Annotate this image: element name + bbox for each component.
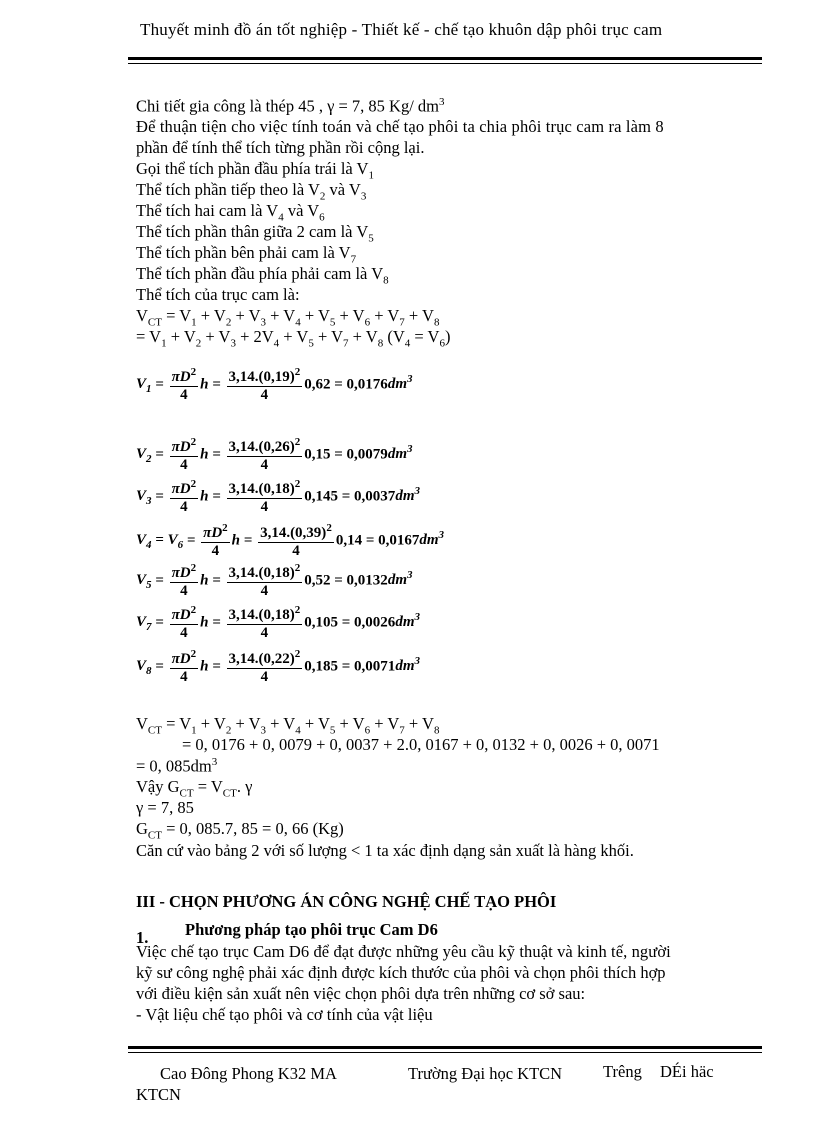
- intro-line-7: Thể tích phần thân giữa 2 cam là $V_5$: [136, 222, 374, 245]
- fraction-pi-d2-over-4: $\frac{\pi D^2}{4}$: [171, 366, 197, 403]
- volume-equation: $V_2$ = $\frac{\pi D^2}{4}$ h = $\frac{3,14.(0,26)^2}{4}$ $0,15 = 0,0079dm^3$: [136, 436, 413, 473]
- header-rule-thin: [128, 63, 762, 64]
- fraction-numeric: $\frac{3,14.(0,39)^2}{4}$: [260, 522, 332, 559]
- material-line: Chi tiết gia công là thép 45 , γ = 7, 85 Kg/ $dm^3$: [136, 96, 445, 116]
- intro-line-8: Thể tích phần bên phải cam là $V_7$: [136, 243, 357, 266]
- fraction-pi-d2-over-4: $\frac{\pi D^2}{4}$: [171, 604, 197, 641]
- sum1-line-1: $V_{CT} = V_1 + V_2 + V_3 + V_4 + V_5 + V_6 + V_7 + V_8$: [136, 306, 440, 329]
- fraction-numeric: $\frac{3,14.(0,18)^2}{4}$: [228, 604, 301, 641]
- footer-rule-thin: [128, 1052, 762, 1053]
- footer-page-b: DÉi häc: [660, 1062, 714, 1081]
- equation-unit: $dm^3$: [387, 569, 413, 589]
- equation-height: 0,62 = 0,0176: [304, 376, 388, 393]
- sum2-line-4: Vậy $G_{CT} = V_{CT}$. γ: [136, 777, 253, 800]
- equation-height: 0,14 = 0,0167: [335, 532, 420, 549]
- footer-school: Trường Đại học KTCN: [408, 1064, 563, 1083]
- equation-unit: $dm^3$: [395, 655, 420, 675]
- equation-lhs: $V_7$: [136, 614, 152, 634]
- sum2-line-5: γ = 7, 85: [136, 798, 194, 817]
- intro-line-6: Thể tích hai cam là $V_4$ và $V_6$: [136, 201, 325, 224]
- fraction-pi-d2-over-4: $\frac{\pi D^2}{4}$: [171, 478, 197, 515]
- para-line-2: kỹ sư công nghệ phải xác định được kích thước của phôi và chọn phôi thích hợp: [136, 963, 666, 982]
- equation-lhs: $V_2$: [136, 446, 152, 466]
- volume-equation: $V_1$ = $\frac{\pi D^2}{4}$ h = $\frac{3,14.(0,19)^2}{4}$ $0,62 = 0,0176dm^3$: [136, 366, 413, 403]
- sum1-line-2: = $V_1 + V_2 + V_3 + 2V_4 + V_5 + V_7 + V_8$ $(V_4 = V_6)$: [136, 327, 451, 350]
- fraction-numeric: $\frac{3,14.(0,26)^2}{4}$: [228, 436, 301, 473]
- header-rule: [128, 57, 762, 60]
- fraction-pi-d2-over-4: $\frac{\pi D^2}{4}$: [171, 648, 197, 685]
- sum2-line-7: Căn cứ vào bảng 2 với số lượng < 1 ta xác định dạng sản xuất là hàng khối.: [136, 841, 634, 860]
- volume-equation: $V_5$ = $\frac{\pi D^2}{4}$ h = $\frac{3,14.(0,18)^2}{4}$ $0,52 = 0,0132dm^3$: [136, 562, 413, 599]
- sum2-line-3: = 0, $085dm^3$: [136, 756, 218, 776]
- intro-line-9: Thể tích phần đầu phía phải cam là $V_8$: [136, 264, 389, 287]
- equation-unit: $dm^3$: [387, 373, 413, 393]
- intro-line-2: Để thuận tiện cho việc tính toán và chế tạo phôi ta chia phôi trục cam ra làm 8: [136, 117, 664, 136]
- para-line-4: - Vật liệu chế tạo phôi và cơ tính của vật liệu: [136, 1005, 433, 1024]
- intro-line-4: Gọi thể tích phần đầu phía trái là $V_1$: [136, 159, 374, 182]
- subsection-title: Phương pháp tạo phôi trục Cam D6: [185, 920, 438, 939]
- fraction-numeric: $\frac{3,14.(0,19)^2}{4}$: [228, 366, 301, 403]
- section-title: III - CHỌN PHƯƠNG ÁN CÔNG NGHỆ CHẾ TẠO PHÔI: [136, 892, 557, 911]
- equation-height: 0,15 = 0,0079: [304, 446, 388, 463]
- sum2-line-1: $V_{CT} = V_1 + V_2 + V_3 + V_4 + V_5 + V_6 + V_7 + V_8$: [136, 714, 440, 737]
- equation-height: 0,105 = 0,0026: [304, 614, 396, 631]
- sum2-line-2: = 0, 0176 + 0, 0079 + 0, 0037 + 2.0, 0167 + 0, 0132 + 0, 0026 + 0, 0071: [182, 735, 660, 754]
- page-header: Thuyết minh đồ án tốt nghiệp - Thiết kế - chế tạo khuôn dập phôi trục cam: [140, 20, 663, 39]
- equation-lhs: $V_3$: [136, 488, 152, 508]
- equation-lhs: $V_5$: [136, 572, 152, 592]
- equation-height: 0,145 = 0,0037: [304, 488, 396, 505]
- fraction-numeric: $\frac{3,14.(0,18)^2}{4}$: [228, 478, 301, 515]
- equation-height: 0,185 = 0,0071: [304, 658, 396, 675]
- equation-lhs: $V_4 = V_6$: [136, 532, 184, 552]
- para-line-3: với điều kiện sản xuất nên việc chọn phôi dựa trên những cơ sở sau:: [136, 984, 586, 1003]
- intro-line-10: Thể tích của trục cam là:: [136, 285, 300, 304]
- equation-unit: $dm^3$: [395, 485, 420, 505]
- equation-height: 0,52 = 0,0132: [304, 572, 388, 589]
- footer-rule: [128, 1046, 762, 1049]
- equation-unit: $dm^3$: [395, 611, 420, 631]
- equation-lhs: $V_1$: [136, 376, 152, 396]
- footer-author: Cao Đông Phong K32 MA: [160, 1064, 337, 1083]
- fraction-pi-d2-over-4: $\frac{\pi D^2}{4}$: [171, 436, 197, 473]
- equation-lhs: $V_8$: [136, 658, 152, 678]
- subsection-number: 1.: [136, 928, 149, 947]
- fraction-pi-d2-over-4: $\frac{\pi D^2}{4}$: [171, 562, 197, 599]
- intro-line-5: Thể tích phần tiếp theo là $V_2$ và $V_3$: [136, 180, 367, 203]
- volume-equation: $V_4 = V_6$ = $\frac{\pi D^2}{4}$ h = $\frac{3,14.(0,39)^2}{4}$ $0,14 = 0,0167dm^3$: [136, 522, 445, 559]
- fraction-numeric: $\frac{3,14.(0,22)^2}{4}$: [228, 648, 301, 685]
- volume-equation: $V_7$ = $\frac{\pi D^2}{4}$ h = $\frac{3,14.(0,18)^2}{4}$ $0,105 = 0,0026dm^3$: [136, 604, 420, 641]
- fraction-numeric: $\frac{3,14.(0,18)^2}{4}$: [228, 562, 301, 599]
- volume-equation: $V_8$ = $\frac{\pi D^2}{4}$ h = $\frac{3,14.(0,22)^2}{4}$ $0,185 = 0,0071dm^3$: [136, 648, 420, 685]
- footer-line-2: KTCN: [136, 1085, 181, 1104]
- sum2-line-6: $G_{CT} = 0$, 085.7, 85 = 0, 66 (Kg): [136, 819, 344, 842]
- footer-page-a: Trêng: [603, 1062, 642, 1081]
- volume-equation: $V_3$ = $\frac{\pi D^2}{4}$ h = $\frac{3,14.(0,18)^2}{4}$ $0,145 = 0,0037dm^3$: [136, 478, 420, 515]
- equation-unit: $dm^3$: [419, 529, 445, 549]
- intro-line-3: phần để tính thể tích từng phần rồi cộng lại.: [136, 138, 425, 157]
- fraction-pi-d2-over-4: $\frac{\pi D^2}{4}$: [203, 522, 228, 559]
- equation-unit: $dm^3$: [387, 443, 413, 463]
- para-line-1: Việc chế tạo trục Cam D6 để đạt được những yêu cầu kỹ thuật và kinh tế, người: [136, 942, 671, 961]
